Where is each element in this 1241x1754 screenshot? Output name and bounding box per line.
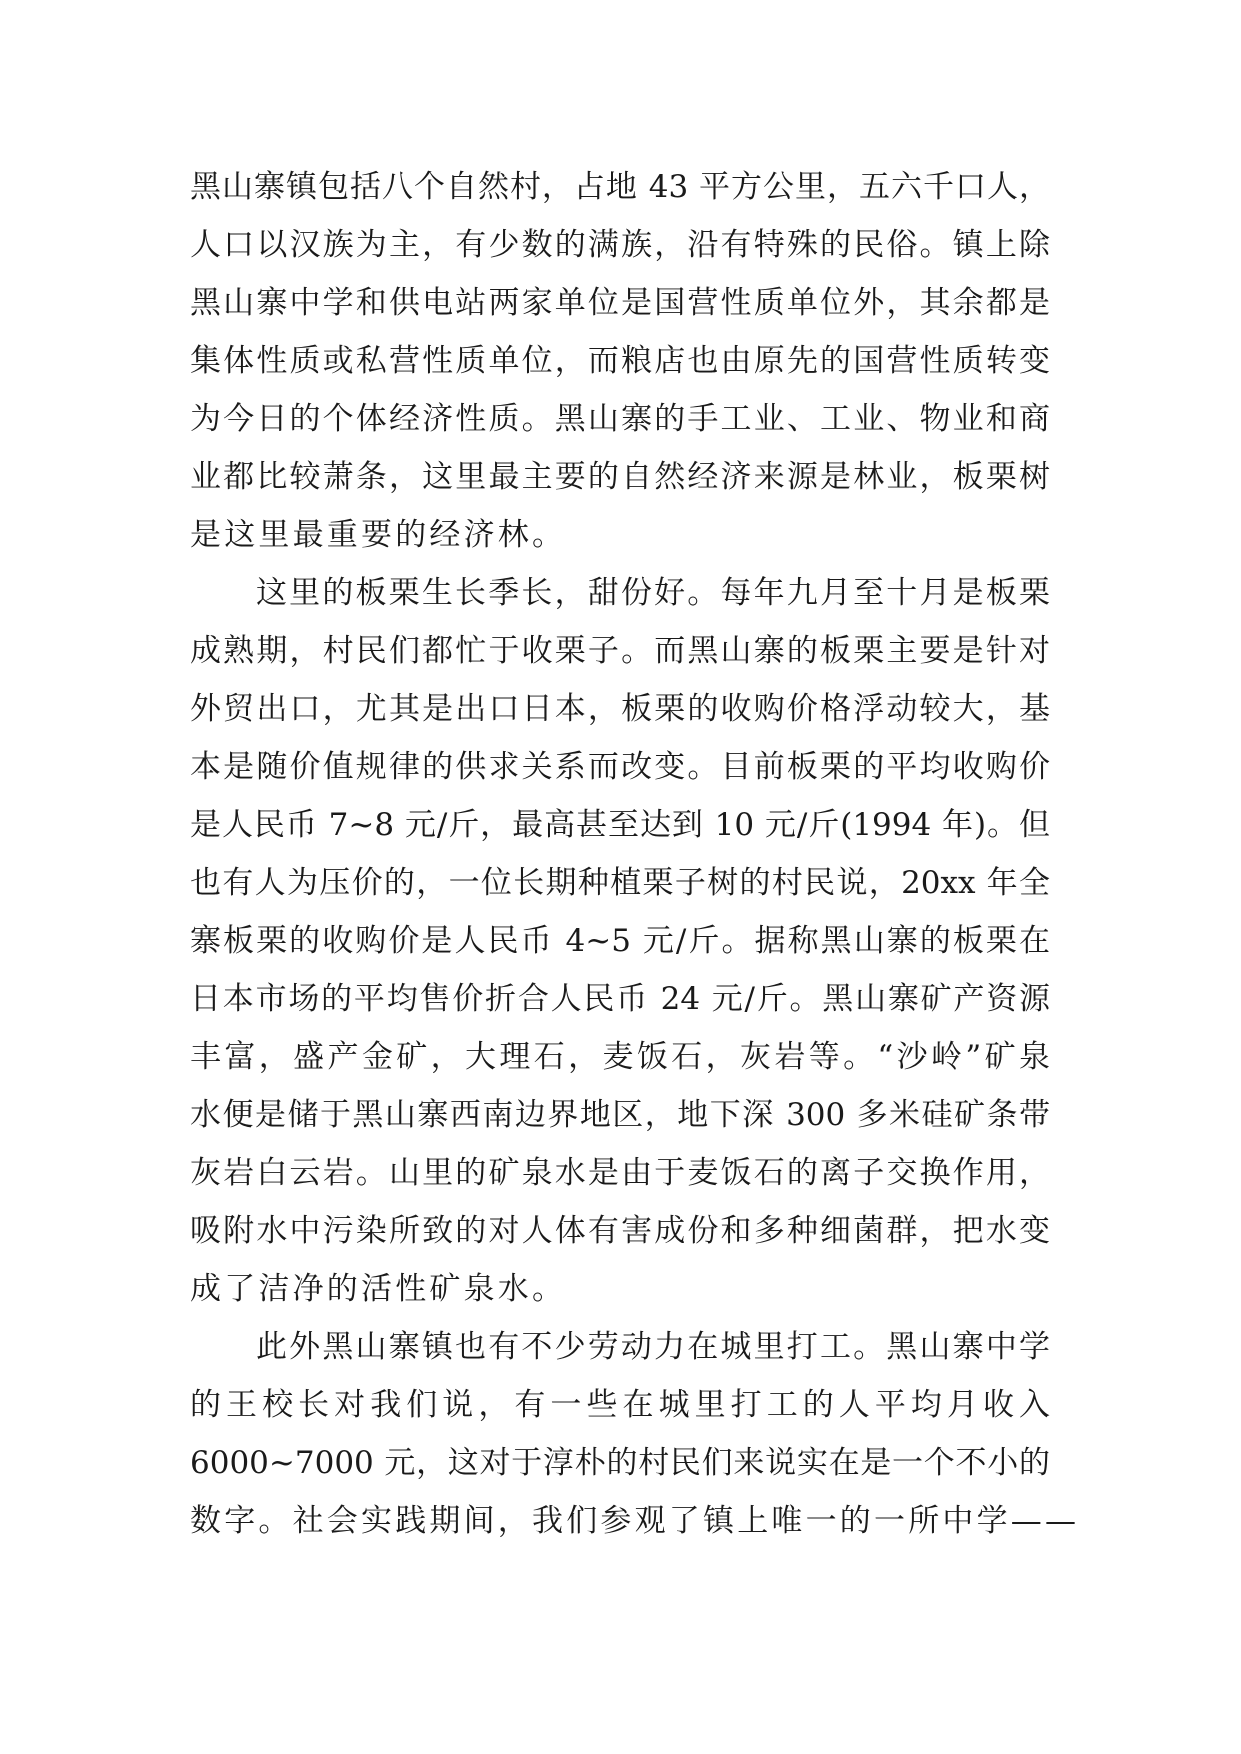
paragraph: [190, 1318, 1080, 1550]
text-line: 成了洁净的活性矿泉水。: [190, 1271, 567, 1307]
text-line: 为今日的个体经济性质。黑山寨的手工业、工业、物业和商: [190, 401, 1050, 437]
text-line: 日本市场的平均售价折合人民币 24 元/斤。黑山寨矿产资源: [190, 981, 1050, 1017]
text-line: 寨板栗的收购价是人民币 4~5 元/斤。据称黑山寨的板栗在: [190, 923, 1050, 959]
text-line: 水便是储于黑山寨西南边界地区，地下深 300 多米硅矿条带: [190, 1097, 1050, 1133]
text-line: 灰岩白云岩。山里的矿泉水是由于麦饭石的离子交换作用，: [190, 1155, 1050, 1191]
text-line: 也有人为压价的，一位长期种植栗子树的村民说，20xx 年全: [190, 865, 1050, 901]
text-line: 集体性质或私营性质单位，而粮店也由原先的国营性质转变: [190, 343, 1050, 379]
text-line: 人口以汉族为主，有少数的满族，沿有特殊的民俗。镇上除: [190, 227, 1050, 263]
text-line: 6000~7000 元，这对于淳朴的村民们来说实在是一个不小的: [190, 1445, 1050, 1481]
text-line: 数字。社会实践期间，我们参观了镇上唯一的一所中学——: [190, 1503, 1080, 1539]
text-line: 吸附水中污染所致的对人体有害成份和多种细菌群，把水变: [190, 1213, 1050, 1249]
text-line: 业都比较萧条，这里最主要的自然经济来源是林业，板栗树: [190, 459, 1050, 495]
text-line: 丰富，盛产金矿，大理石，麦饭石，灰岩等。“沙岭”矿泉: [190, 1039, 1050, 1075]
text-line: 此外黑山寨镇也有不少劳动力在城里打工。黑山寨中学: [256, 1329, 1050, 1365]
text-line: 黑山寨镇包括八个自然村，占地 43 平方公里，五六千口人，: [190, 169, 1050, 205]
text-line: 这里的板栗生长季长，甜份好。每年九月至十月是板栗: [256, 575, 1050, 611]
paragraph: [190, 158, 1050, 564]
body-text: [190, 158, 1080, 1550]
text-line: 黑山寨中学和供电站两家单位是国营性质单位外，其余都是: [190, 285, 1050, 321]
text-line: 成熟期，村民们都忙于收栗子。而黑山寨的板栗主要是针对: [190, 633, 1050, 669]
text-line: 的王校长对我们说，有一些在城里打工的人平均月收入: [190, 1387, 1050, 1423]
text-line: 外贸出口，尤其是出口日本，板栗的收购价格浮动较大，基: [190, 691, 1050, 727]
text-line: 是人民币 7~8 元/斤，最高甚至达到 10 元/斤(1994 年)。但: [190, 807, 1050, 843]
paragraph: [190, 564, 1050, 1318]
text-line: 是这里最重要的经济林。: [190, 517, 567, 553]
text-line: 本是随价值规律的供求关系而改变。目前板栗的平均收购价: [190, 749, 1050, 785]
